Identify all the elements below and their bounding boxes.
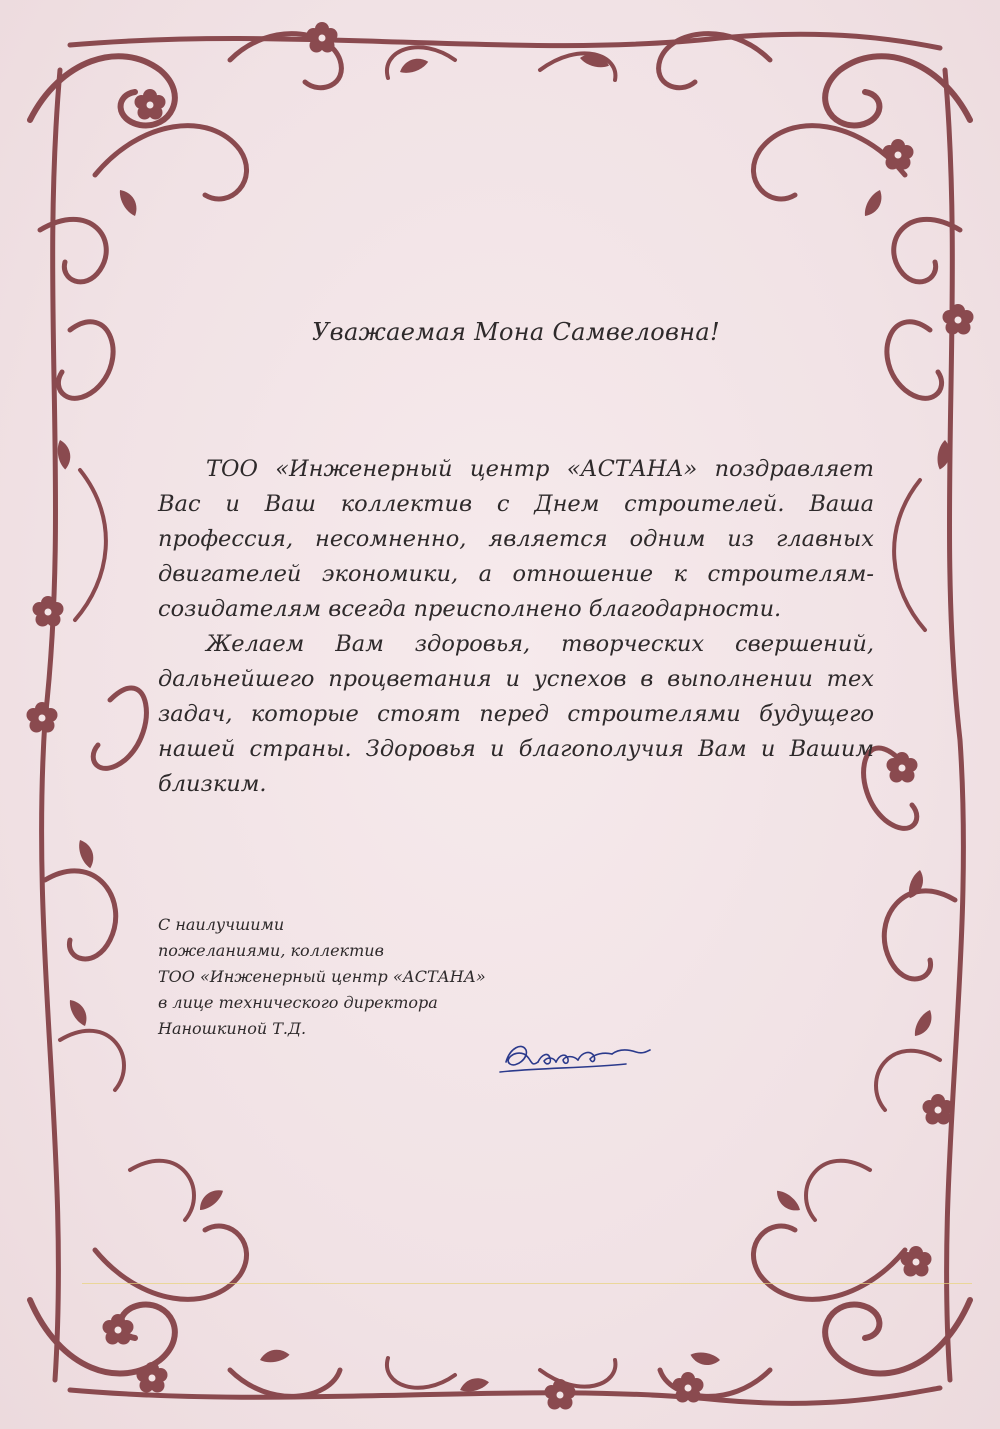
- letter-body: [158, 452, 874, 802]
- salutation: Уважаемая Мона Самвеловна!: [312, 318, 720, 346]
- closing-line: пожеланиями, коллектив: [158, 941, 384, 960]
- closing-line: в лице технического директора: [158, 993, 438, 1012]
- closing-line: Наношкиной Т.Д.: [158, 1019, 307, 1038]
- closing-line: С наилучшими: [158, 915, 285, 934]
- paragraph-wishes: Желаем Вам здоровья, творческих свершений, дальнейшего процветания и успехов в выполнении тех задач, которые стоят перед строителями будущего нашей страны. Здоровья и благополучия Вам и Вашим близким.: [158, 631, 874, 797]
- handwritten-signature: [496, 1028, 656, 1084]
- closing-line: ТОО «Инженерный центр «АСТАНА»: [158, 967, 486, 986]
- scan-line: [82, 1283, 972, 1284]
- paragraph-congratulation: ТОО «Инженерный центр «АСТАНА» поздравляет Вас и Ваш коллектив с Днем строителей. Ваша профессия, несомненно, является одним из главных двигателей экономики, а отношение к строителям-созидателям всегда преисполнено благодарности.: [158, 456, 874, 622]
- closing-block: [158, 912, 578, 1042]
